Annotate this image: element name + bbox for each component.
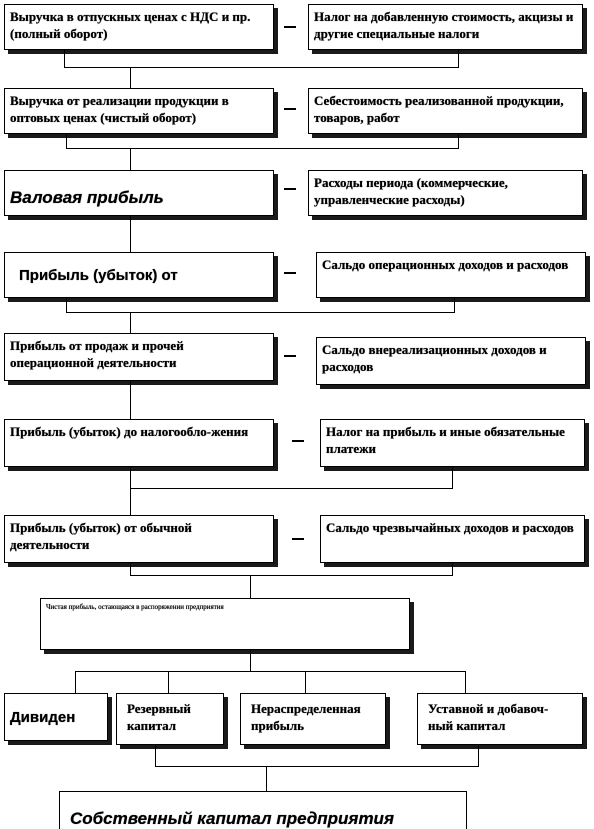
box-equity: Собственный капитал предприятия bbox=[59, 791, 467, 829]
connector bbox=[64, 50, 65, 68]
box-dividends: Дивиден bbox=[4, 693, 108, 741]
connector bbox=[75, 671, 466, 672]
box-cost-of-sales: Себестоимость реализованной продукции, товаров, работ bbox=[308, 88, 583, 134]
connector bbox=[458, 134, 459, 149]
box-period-expenses: Расходы периода (коммерческие, управленческие расходы) bbox=[308, 170, 583, 216]
connector bbox=[168, 671, 169, 693]
box-extraordinary-balance: Сальдо чрезвычайных доходов и расходов bbox=[320, 515, 585, 563]
connector bbox=[130, 312, 131, 333]
connector bbox=[478, 745, 479, 767]
minus-sign bbox=[284, 188, 296, 190]
connector bbox=[250, 575, 251, 598]
connector bbox=[266, 766, 267, 791]
box-nonoperating-balance: Сальдо внереализационных доходов и расходов bbox=[316, 337, 586, 385]
connector bbox=[155, 766, 479, 767]
box-net-profit: Чистая прибыль, остающаяся в распоряжении предприятия bbox=[40, 598, 410, 650]
connector bbox=[64, 67, 459, 68]
box-vat-excise: Налог на добавленную стоимость, акцизы и другие специальные налоги bbox=[308, 4, 583, 50]
box-gross-profit: Валовая прибыль bbox=[4, 170, 274, 216]
connector bbox=[452, 467, 453, 489]
connector bbox=[130, 216, 131, 252]
connector bbox=[130, 67, 131, 88]
box-net-revenue: Выручка от реализации продукции в оптовых ценах (чистый оборот) bbox=[4, 88, 274, 134]
minus-sign bbox=[284, 272, 296, 274]
minus-sign bbox=[292, 538, 304, 540]
connector bbox=[130, 381, 131, 419]
connector bbox=[130, 488, 453, 489]
box-operating-profit: Прибыль (убыток) от bbox=[4, 252, 274, 298]
connector bbox=[66, 148, 459, 149]
connector bbox=[66, 134, 67, 149]
box-gross-revenue: Выручка в отпускных ценах с НДС и пр. (полный оборот) bbox=[4, 4, 274, 50]
box-pretax-profit: Прибыль (убыток) до налогообло-жения bbox=[4, 419, 274, 467]
minus-sign bbox=[284, 108, 296, 110]
minus-sign bbox=[284, 26, 296, 28]
connector bbox=[130, 148, 131, 170]
connector bbox=[66, 312, 455, 313]
box-income-tax: Налог на прибыль и иные обязательные платежи bbox=[320, 419, 585, 467]
connector bbox=[465, 671, 466, 693]
box-retained-earnings: Нераспределенная прибыль bbox=[240, 693, 386, 745]
box-reserve-capital: Резервный капитал bbox=[116, 693, 224, 745]
minus-sign bbox=[292, 440, 304, 442]
connector bbox=[66, 298, 67, 313]
box-operating-balance: Сальдо операционных доходов и расходов bbox=[316, 252, 586, 298]
box-ordinary-profit: Прибыль (убыток) от обычной деятельности bbox=[4, 515, 274, 563]
connector bbox=[250, 650, 251, 672]
minus-sign bbox=[284, 355, 296, 357]
connector bbox=[458, 50, 459, 68]
connector bbox=[454, 298, 455, 313]
box-authorized-capital: Уставной и добавоч-ный капитал bbox=[417, 693, 583, 745]
equity-clip bbox=[59, 791, 467, 829]
box-sales-profit: Прибыль от продаж и прочей операционной деятельности bbox=[4, 333, 274, 381]
connector bbox=[130, 467, 131, 489]
connector bbox=[130, 575, 453, 576]
connector bbox=[305, 671, 306, 693]
connector bbox=[130, 488, 131, 515]
connector bbox=[155, 745, 156, 767]
connector bbox=[75, 671, 76, 693]
